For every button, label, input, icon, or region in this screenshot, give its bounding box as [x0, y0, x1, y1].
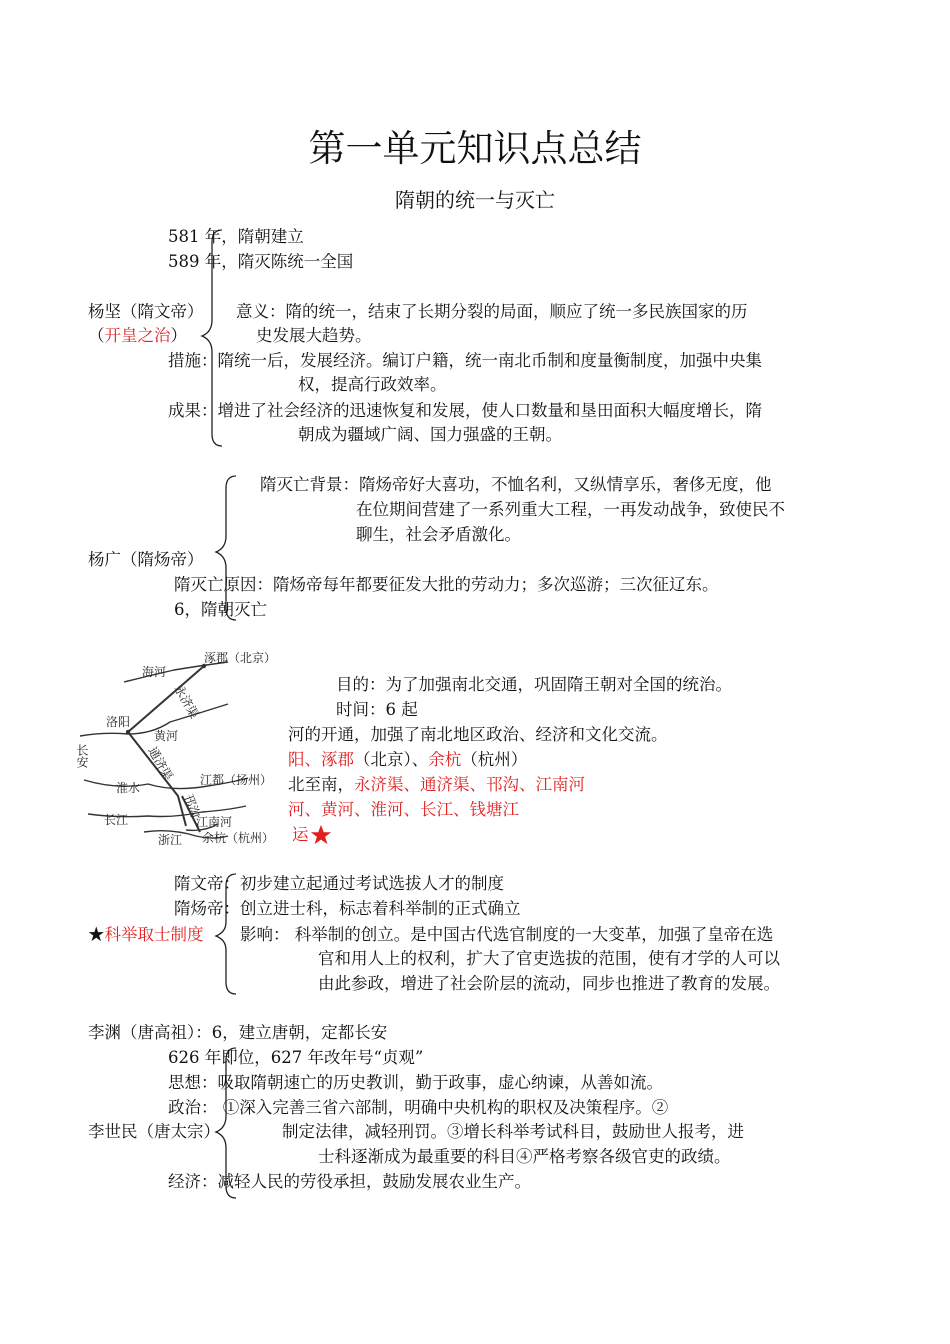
yangjian-line-5: 措施：隋统一后，发展经济。编订户籍，统一南北币制和度量衡制度，加强中央集	[168, 351, 762, 370]
yangjian-line-2: 589 年，隋灭陈统一全国	[168, 252, 354, 271]
yangguang-line-4: 隋灭亡原因：隋炀帝每年都要征发大批的劳动力；多次巡游；三次征辽东。	[174, 575, 719, 594]
yangjian-line-3: 意义：隋的统一，结束了长期分裂的局面，顺应了统一多民族国家的历	[236, 302, 748, 321]
canal-line-7: 运	[292, 825, 309, 844]
map-label-yongji: 永济渠	[171, 682, 202, 721]
tang-line-2: 思想：吸取隋朝速亡的历史教训，勤于政事，虚心纳谏，从善如流。	[168, 1073, 663, 1092]
yangguang-line-1: 隋灭亡背景：隋炀帝好大喜功，不恤名利，又纵情享乐，奢侈无度，他	[260, 475, 772, 494]
lishimin-name: 李世民（唐太宗）	[88, 1122, 220, 1141]
map-label-huaishui: 淮水	[116, 781, 141, 795]
canal-line-2: 时间：6 起	[336, 700, 418, 719]
map-label-yuhang: 余杭（杭州）	[202, 831, 275, 845]
tang-line-1: 626 年即位，627 年改年号“贞观”	[168, 1048, 424, 1067]
canal-line-6: 河、黄河、淮河、长江、钱塘江	[288, 800, 519, 819]
yangguang-name: 杨广（隋炀帝）	[88, 550, 204, 569]
star-icon	[310, 824, 332, 846]
page-title: 第一单元知识点总结	[308, 127, 642, 170]
yangjian-line-7: 成果：增进了社会经济的迅速恢复和发展，使人口数量和垦田面积大幅度增长，隋	[168, 401, 762, 420]
canal-line-3: 河的开通，加强了南北地区政治、经济和文化交流。	[288, 725, 668, 744]
yangguang-line-5: 6，隋朝灭亡	[174, 600, 267, 619]
grand-canal-map	[75, 646, 300, 858]
map-label-jiangdu: 江都（扬州）	[200, 773, 273, 787]
yangjian-name: 杨坚（隋文帝）	[88, 302, 204, 321]
keju-line-2: 隋炀帝：创立进士科，标志着科举制的正式确立	[174, 899, 521, 918]
map-label-jiangnan: 江南河	[196, 815, 233, 829]
yangguang-line-3: 聊生，社会矛盾激化。	[356, 525, 521, 544]
canal-line-5: 北至南，永济渠、通济渠、邗沟、江南河	[288, 775, 585, 794]
keju-name: ★科举取士制度	[88, 925, 204, 944]
yangjian-line-6: 权，提高行政效率。	[298, 375, 447, 394]
canal-line-4: 阳、涿郡（北京）、余杭（杭州）	[288, 750, 528, 769]
section-subtitle: 隋朝的统一与灭亡	[395, 188, 555, 212]
tang-line-4: 制定法律，减轻刑罚。③增长科举考试科目，鼓励世人报考，进	[282, 1122, 744, 1141]
tang-line-5: 士科逐渐成为最重要的科目④严格考察各级官吏的政绩。	[318, 1147, 731, 1166]
yangguang-line-2: 在位期间营建了一系列重大工程，一再发动战争，致使民不	[356, 500, 785, 519]
keju-line-3: 影响： 科举制的创立。是中国古代选官制度的一大变革，加强了皇帝在选	[240, 925, 774, 944]
keju-line-4: 官和用人上的权利，扩大了官吏选拔的范围，使有才学的人可以	[318, 949, 780, 968]
map-label-tongji: 通济渠	[145, 744, 176, 783]
map-label-changan: 长安	[75, 744, 89, 768]
tang-line-6: 经济：减轻人民的劳役承担，鼓励发展农业生产。	[168, 1172, 531, 1191]
canal-line-1: 目的：为了加强南北交通，巩固隋王朝对全国的统治。	[336, 675, 732, 694]
map-label-changjiang: 长江	[104, 813, 129, 827]
map-label-zhejiang: 浙江	[158, 833, 183, 847]
yangjian-line-1: 581 年，隋朝建立	[168, 227, 304, 246]
yangjian-line-4: 史发展大趋势。	[256, 326, 372, 345]
tang-line-3: 政治： ①深入完善三省六部制，明确中央机构的职权及决策程序。②	[168, 1098, 669, 1117]
map-label-huanghe: 黄河	[154, 729, 179, 743]
yangjian-line-8: 朝成为疆域广阔、国力强盛的王朝。	[298, 425, 562, 444]
map-label-haihe: 海河	[142, 665, 167, 679]
liyuan-line: 李渊（唐高祖）：6，建立唐朝，定都长安	[88, 1023, 388, 1042]
keju-line-5: 由此参政，增进了社会阶层的流动，同步也推进了教育的发展。	[318, 974, 780, 993]
map-label-hangou: 邗沟	[181, 792, 203, 820]
yangjian-reign: （开皇之治）	[88, 326, 187, 345]
map-label-luoyang: 洛阳	[106, 715, 131, 729]
map-label-zhuojun: 涿郡（北京）	[204, 651, 277, 665]
keju-line-1: 隋文帝：初步建立起通过考试选拔人才的制度	[174, 874, 504, 893]
